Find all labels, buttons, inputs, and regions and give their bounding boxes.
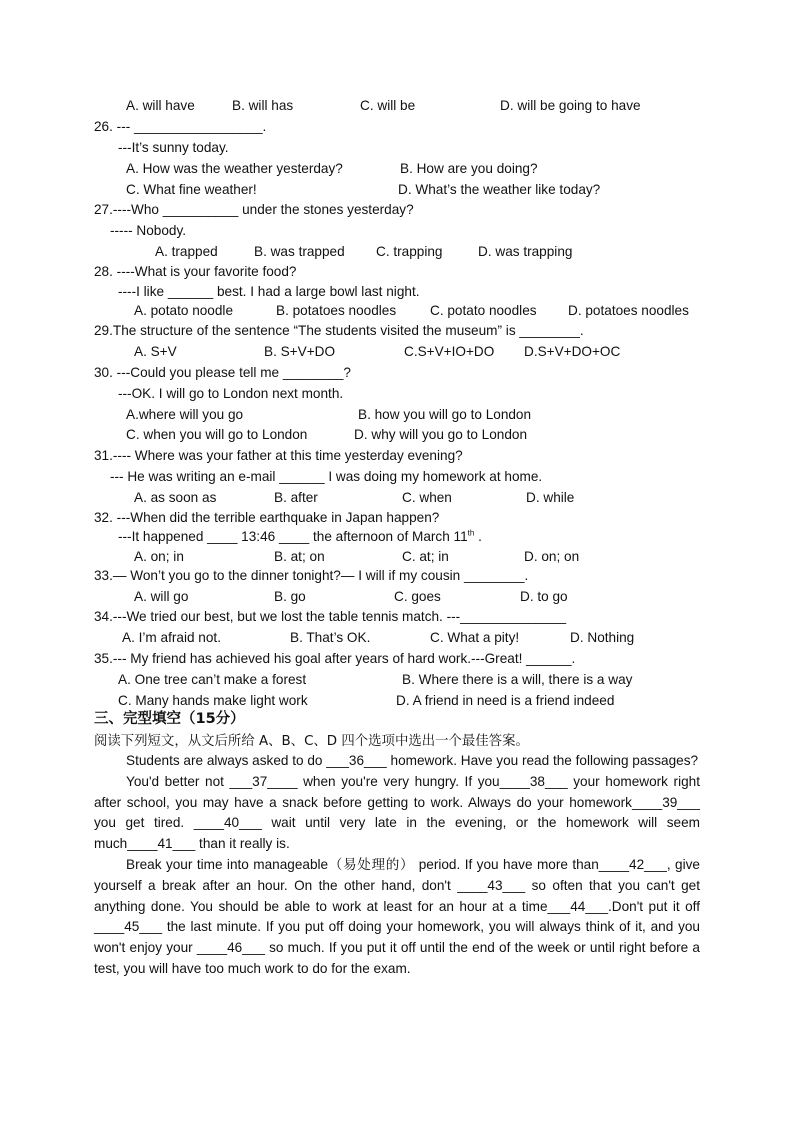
q33-option-a: A. will go <box>134 589 189 604</box>
q32-option-c: C. at; in <box>402 549 449 564</box>
q28-option-c: C. potato noodles <box>430 303 537 318</box>
q28-option-a: A. potato noodle <box>134 303 234 318</box>
q29-option-d: D.S+V+DO+OC <box>524 344 621 359</box>
passage-paragraph: You'd better not ___37____ when you're very hungry. If you____38___ your homework right after school, you may have a snack before getting to work. Always do your homework____39___ you get tired. ____40___ wait until very late in the evening, or the homework will seem much____41___ than it really is. <box>94 773 700 852</box>
q29-option-c: C.S+V+IO+DO <box>404 344 495 359</box>
q28-stem: 28. ----What is your favorite food? <box>94 264 297 279</box>
q27-stem: 27.----Who __________ under the stones yesterday? <box>94 202 414 217</box>
q35-option-b: B. Where there is a will, there is a way <box>402 672 633 687</box>
q32-superscript: th <box>467 528 475 538</box>
section-instruction: 阅读下列短文，从文后所给 A、B、C、D 四个选项中选出一个最佳答案。 <box>94 734 529 749</box>
cloze-passage <box>94 751 700 980</box>
q30-reply: ---OK. I will go to London next month. <box>118 386 344 401</box>
q31-reply: --- He was writing an e-mail ______ I was doing my homework at home. <box>110 469 543 484</box>
q32-reply-text: ---It happened ____ 13:46 ____ the afternoon of March 11 <box>118 529 468 544</box>
q31-stem: 31.---- Where was your father at this time yesterday evening? <box>94 448 463 463</box>
q34-stem: 34.---We tried our best, but we lost the table tennis match. ---______________ <box>94 609 567 624</box>
q30-option-b: B. how you will go to London <box>358 407 532 422</box>
q30-stem: 30. ---Could you please tell me ________? <box>94 365 351 380</box>
q29-stem: 29.The structure of the sentence “The students visited the museum” is ________. <box>94 323 584 338</box>
q28-option-d: D. potatoes noodles <box>568 303 689 318</box>
q32-option-d: D. on; on <box>524 549 580 564</box>
q25-option-a: A. will have <box>126 98 195 113</box>
q27-option-a: A. trapped <box>155 244 218 259</box>
q33-option-c: C. goes <box>394 589 441 604</box>
q31-option-c: C. when <box>402 490 452 505</box>
q25-option-d: D. will be going to have <box>500 98 641 113</box>
q34-option-c: C. What a pity! <box>430 630 520 645</box>
q25-option-c: C. will be <box>360 98 416 113</box>
q31-option-d: D. while <box>526 490 575 505</box>
q26-option-a: A. How was the weather yesterday? <box>126 161 343 176</box>
q35-option-c: C. Many hands make light work <box>118 693 308 708</box>
q26-option-d: D. What’s the weather like today? <box>398 182 601 197</box>
q35-option-d: D. A friend in need is a friend indeed <box>396 693 615 708</box>
q29-option-a: A. S+V <box>134 344 177 359</box>
q32-stem: 32. ---When did the terrible earthquake in Japan happen? <box>94 510 440 525</box>
q29-option-b: B. S+V+DO <box>264 344 336 359</box>
q33-option-d: D. to go <box>520 589 568 604</box>
q27-reply: ----- Nobody. <box>110 223 187 238</box>
passage-paragraph: Students are always asked to do ___36___ homework. Have you read the following passages? <box>126 753 699 768</box>
q34-option-a: A. I’m afraid not. <box>122 630 221 645</box>
q33-option-b: B. go <box>274 589 306 604</box>
q25-option-b: B. will has <box>232 98 294 113</box>
q32-reply <box>118 528 482 545</box>
q34-option-b: B. That’s OK. <box>290 630 371 645</box>
q32-reply-end: . <box>474 529 482 544</box>
q31-option-b: B. after <box>274 490 318 505</box>
q28-option-b: B. potatoes noodles <box>276 303 397 318</box>
q34-option-d: D. Nothing <box>570 630 635 645</box>
q31-option-a: A. as soon as <box>134 490 217 505</box>
q32-option-a: A. on; in <box>134 549 184 564</box>
q33-stem: 33.— Won’t you go to the dinner tonight?— I will if my cousin ________. <box>94 568 529 583</box>
q30-option-d: D. why will you go to London <box>354 427 528 442</box>
q27-option-c: C. trapping <box>376 244 443 259</box>
q26-reply: ---It’s sunny today. <box>118 140 229 155</box>
q35-option-a: A. One tree can’t make a forest <box>118 672 307 687</box>
q26-option-c: C. What fine weather! <box>126 182 257 197</box>
q30-option-c: C. when you will go to London <box>126 427 308 442</box>
q27-option-b: B. was trapped <box>254 244 345 259</box>
q28-reply: ----I like ______ best. I had a large bowl last night. <box>118 284 420 299</box>
q30-option-a: A.where will you go <box>126 407 244 422</box>
section-heading: 三、完型填空（15分） <box>94 711 245 727</box>
q27-option-d: D. was trapping <box>478 244 573 259</box>
q32-option-b: B. at; on <box>274 549 325 564</box>
q26-option-b: B. How are you doing? <box>400 161 538 176</box>
q26-stem: 26. --- _________________. <box>94 119 267 134</box>
q35-stem: 35.--- My friend has achieved his goal after years of hard work.---Great! ______. <box>94 651 576 666</box>
passage-paragraph: Break your time into manageable（易处理的） period. If you have more than____42___, give yourself a break after an hour. On the other hand, don't ____43___ so often that you can't get anything done. You should be able to work at least for an hour at a time___44___.Don't put it off ____45___ the last minute. If you put off doing your homework, you will always think of it, and you won't enjoy your ____46___ so much. If you put it off until the end of the week or until right before a test, you will have too much work to do for the exam. <box>94 856 700 976</box>
